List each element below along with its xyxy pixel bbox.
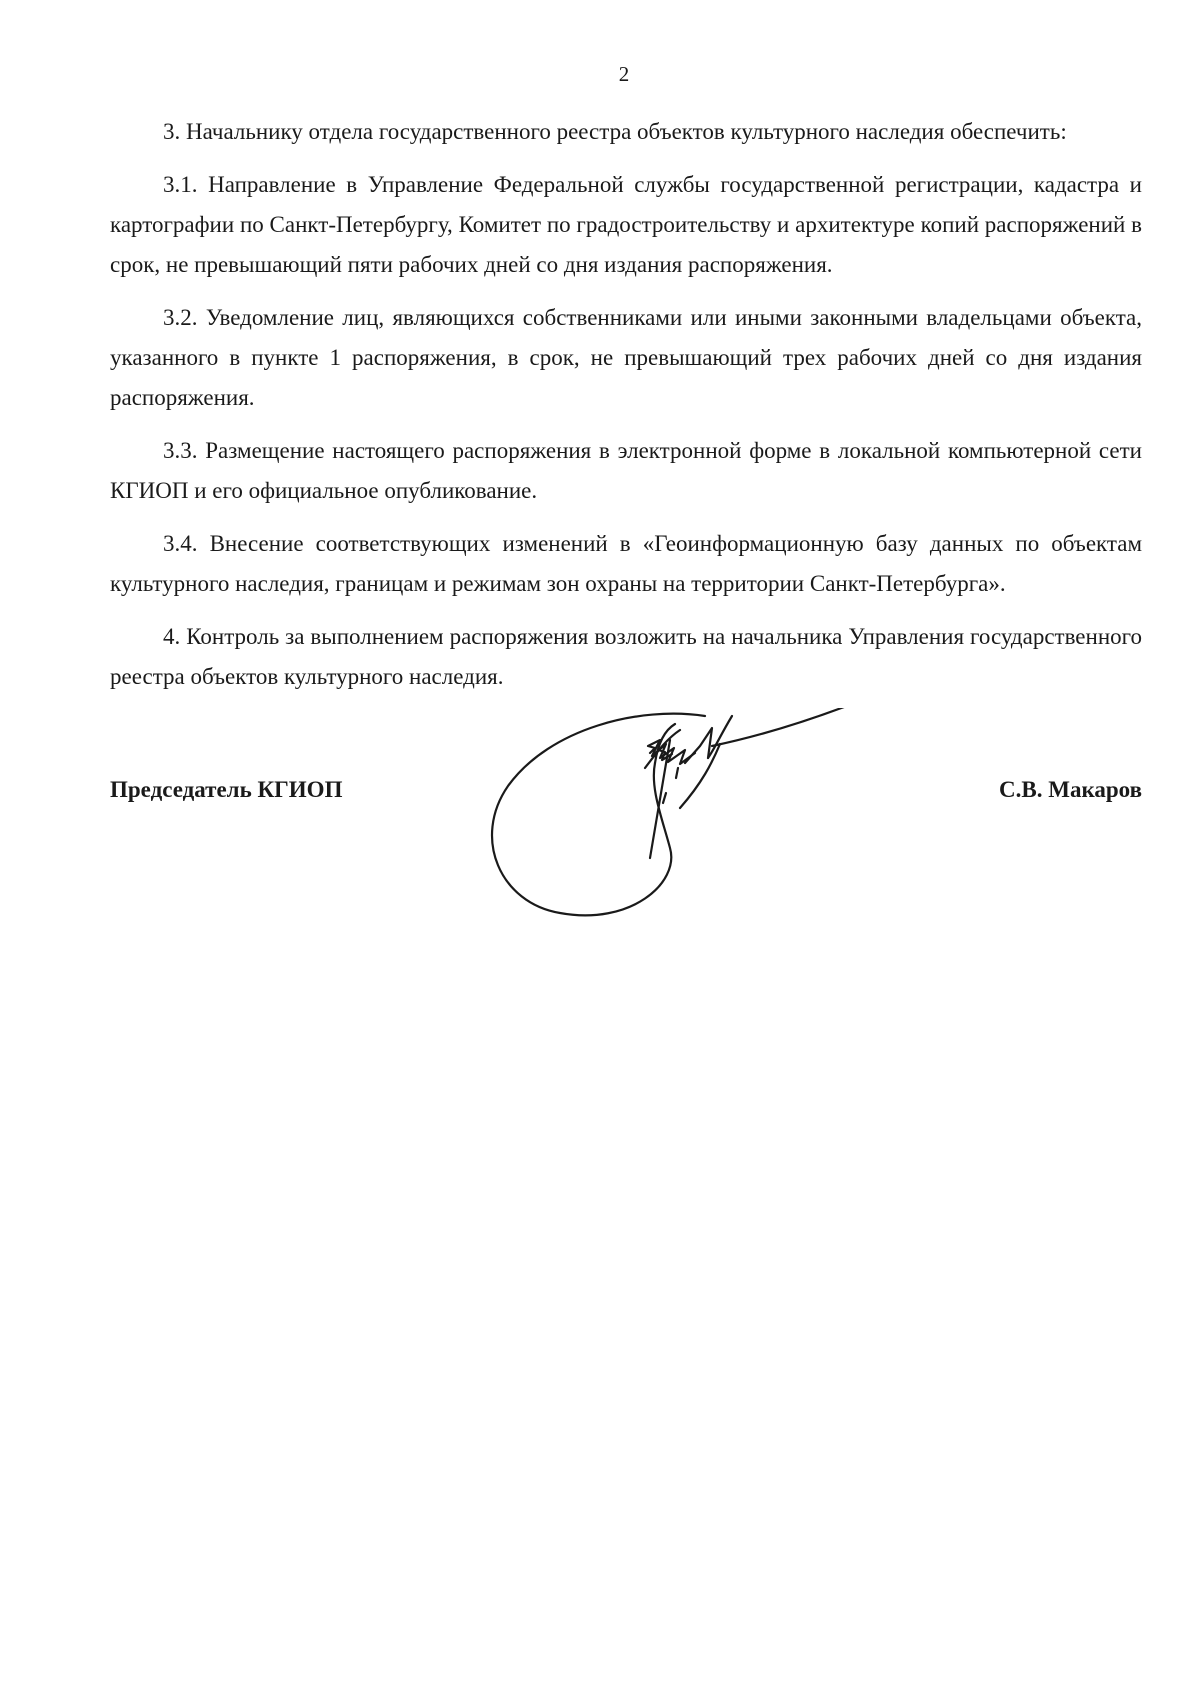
paragraph-4: 4. Контроль за выполнением распоряжения возложить на начальника Управления государственного реестра объектов культурного наследия.	[110, 624, 1142, 689]
paragraph-3-4: 3.4. Внесение соответствующих изменений в «Геоинформационную базу данных по объектам культурного наследия, границам и режимам зон охраны на территории Санкт-Петербурга».	[110, 531, 1142, 596]
signature-block	[110, 770, 1142, 810]
paragraph-3: 3. Начальнику отдела государственного реестра объектов культурного наследия обеспечить:	[163, 119, 1067, 144]
page-number: 2	[618, 62, 630, 86]
handwritten-signature	[480, 708, 930, 938]
signer-name: С.В. Макаров	[999, 777, 1142, 802]
paragraph-3-3: 3.3. Размещение настоящего распоряжения в электронной форме в локальной компьютерной сети КГИОП и его официальное опубликование.	[110, 438, 1142, 503]
paragraph-3-2: 3.2. Уведомление лиц, являющихся собственниками или иными законными владельцами объекта, указанного в пункте 1 распоряжения, в срок, не превышающий трех рабочих дней со дня издания распоряжения.	[110, 305, 1142, 410]
document-body	[110, 112, 1142, 710]
paragraph-3-1: 3.1. Направление в Управление Федеральной службы государственной регистрации, кадастра и картографии по Санкт-Петербургу, Комитет по градостроительству и архитектуре копий распоряжений в срок, не превышающий пяти рабочих дней со дня издания распоряжения.	[110, 172, 1142, 277]
signer-title: Председатель КГИОП	[110, 777, 343, 802]
